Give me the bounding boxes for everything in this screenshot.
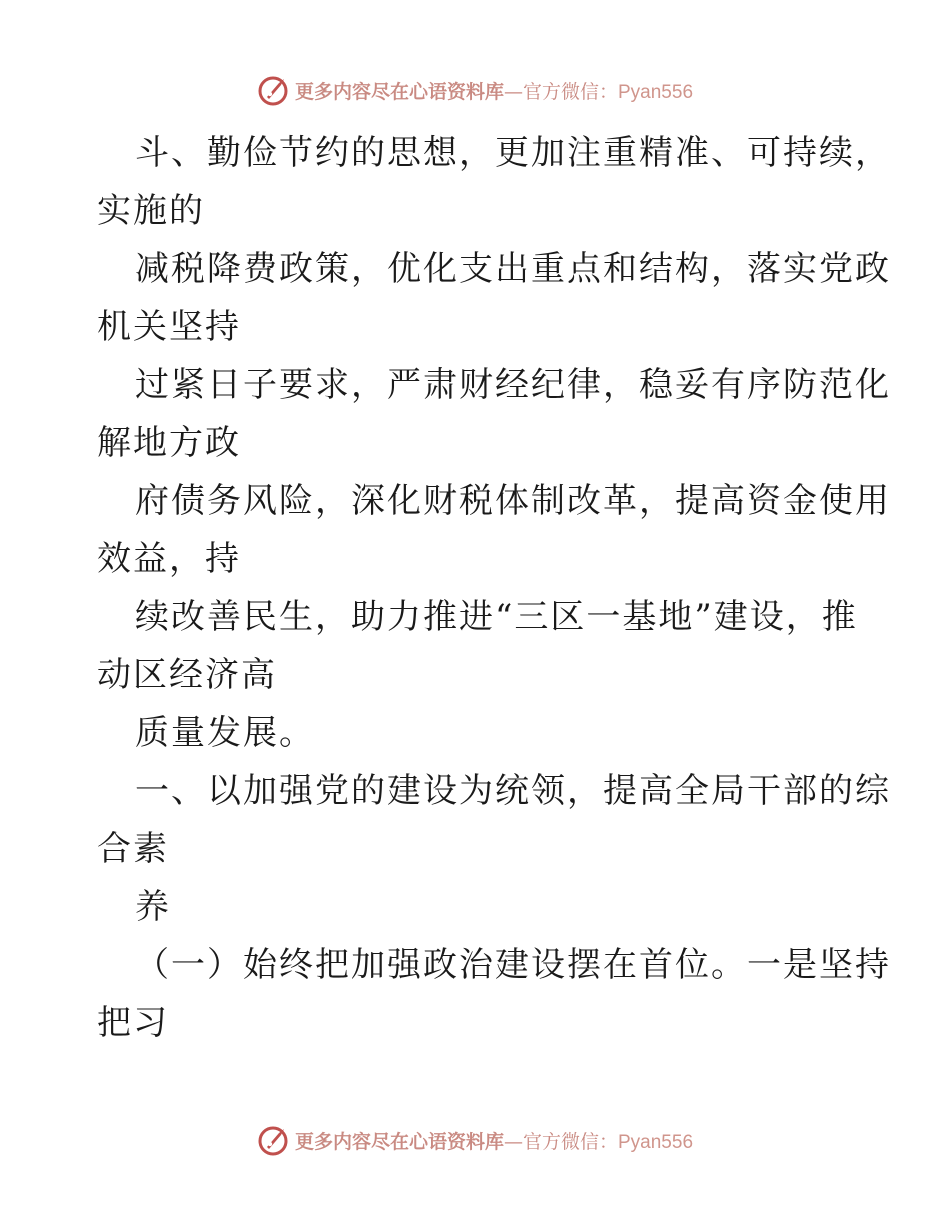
- text-line: 减税降费政策，优化支出重点和结构，落实党政: [135, 249, 891, 289]
- text-line: 实施的: [97, 191, 205, 231]
- watermark-wechat-id: Pyan556: [618, 1131, 694, 1153]
- watermark-wechat-label: 官方微信：: [522, 1130, 618, 1153]
- watermark-dash: —: [503, 80, 523, 103]
- pen-nib-logo-icon: [257, 73, 291, 107]
- watermark-text: [295, 1127, 693, 1154]
- section-heading-line: 养: [135, 887, 171, 927]
- text-line: 效益，持: [97, 539, 241, 579]
- watermark-wechat-id: Pyan556: [618, 81, 694, 103]
- subsection-heading-line: （一）始终把加强政治建设摆在首位。一是坚持: [135, 945, 891, 985]
- text-line: 斗、勤俭节约的思想，更加注重精准、可持续，: [135, 133, 891, 173]
- text-line: 过紧日子要求，严肃财经纪律，稳妥有序防范化: [135, 365, 891, 405]
- watermark-wechat-label: 官方微信：: [522, 80, 618, 103]
- section-heading-line: 一、以加强党的建设为统领，提高全局干部的综: [135, 771, 891, 811]
- watermark-dash: —: [503, 1130, 523, 1153]
- text-line: 机关坚持: [97, 307, 241, 347]
- text-line: 解地方政: [97, 423, 241, 463]
- text-line: 续改善民生，助力推进“三区一基地”建设，推: [135, 597, 858, 637]
- document-body: [97, 124, 891, 1052]
- header-watermark: [0, 70, 950, 110]
- text-line: 府债务风险，深化财税体制改革，提高资金使用: [135, 481, 891, 521]
- text-line: 动区经济高: [97, 655, 277, 695]
- watermark-text: [295, 77, 693, 104]
- watermark-brand: 更多内容尽在心语资料库: [294, 80, 504, 103]
- text-line: 把习: [97, 1003, 169, 1043]
- pen-nib-logo-icon: [257, 1123, 291, 1157]
- watermark-brand: 更多内容尽在心语资料库: [294, 1130, 504, 1153]
- section-heading-line: 合素: [97, 829, 169, 869]
- footer-watermark: [0, 1120, 950, 1160]
- text-line: 质量发展。: [135, 713, 315, 753]
